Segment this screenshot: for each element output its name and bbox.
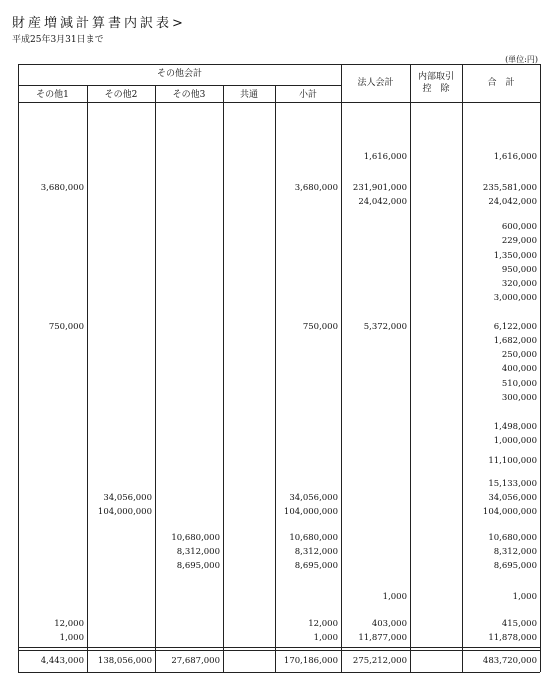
table-cell-c8: 8,312,000: [493, 547, 537, 557]
table-cell-c8: 10,680,000: [488, 533, 537, 543]
table-cell-c8: 11,878,000: [488, 633, 537, 643]
table-cell-c6: 5,372,000: [363, 322, 407, 332]
row-rule: [18, 64, 540, 65]
table-cell-c8: 3,000,000: [493, 293, 537, 303]
table-cell-c8: 11,100,000: [488, 456, 537, 466]
table-cell-c8: 1,616,000: [493, 152, 537, 162]
table-cell-c8: 104,000,000: [482, 507, 537, 517]
table-cell-c5: 3,680,000: [294, 183, 338, 193]
document-subtitle: 平成25年3月31日まで: [12, 35, 104, 45]
table-cell-c6: 403,000: [371, 619, 407, 629]
table-cell-c8: 235,581,000: [482, 183, 537, 193]
table-cell-c8: 1,682,000: [493, 336, 537, 346]
table-cell-c5: 104,000,000: [283, 507, 338, 517]
header-other-2: その他2: [104, 90, 138, 100]
table-cell-c3: 8,312,000: [176, 547, 220, 557]
total-cell-c3: 27,687,000: [171, 656, 220, 666]
row-rule: [18, 102, 540, 103]
table-cell-c6: 24,042,000: [358, 197, 407, 207]
column-rule: [155, 85, 156, 672]
table-cell-c8: 34,056,000: [488, 493, 537, 503]
header-other-accounts: その他会計: [156, 69, 202, 79]
table-cell-c1: 3,680,000: [40, 183, 84, 193]
document-title: [12, 12, 186, 31]
table-cell-c8: 1,000: [512, 592, 537, 602]
table-cell-c5: 12,000: [308, 619, 338, 629]
column-rule: [410, 64, 411, 672]
total-cell-c2: 138,056,000: [97, 656, 152, 666]
total-cell-c8: 483,720,000: [482, 656, 537, 666]
header-total: 合 計: [487, 78, 515, 88]
table-cell-c8: 300,000: [501, 393, 537, 403]
header-internal-1: 内部取引: [417, 72, 454, 82]
table-cell-c2: 104,000,000: [97, 507, 152, 517]
table-cell-c1: 750,000: [48, 322, 84, 332]
table-cell-c8: 415,000: [501, 619, 537, 629]
column-rule: [87, 85, 88, 672]
title-mark: >: [172, 16, 186, 31]
table-cell-c8: 1,498,000: [493, 422, 537, 432]
table-cell-c8: 950,000: [501, 265, 537, 275]
table-cell-c8: 600,000: [501, 222, 537, 232]
header-other-1: その他1: [36, 90, 69, 100]
table-cell-c5: 34,056,000: [289, 493, 338, 503]
title-text: 財産増減計算書内訳表: [12, 16, 173, 31]
table-cell-c5: 8,695,000: [294, 561, 338, 571]
table-cell-c8: 6,122,000: [493, 322, 537, 332]
table-cell-c8: 8,695,000: [493, 561, 537, 571]
row-rule: [18, 672, 540, 673]
table-cell-c1: 1,000: [59, 633, 84, 643]
table-cell-c6: 1,616,000: [363, 152, 407, 162]
column-rule: [540, 64, 541, 672]
breakdown-table: [18, 64, 540, 672]
table-cell-c6: 1,000: [382, 592, 407, 602]
table-cell-c1: 12,000: [54, 619, 84, 629]
total-cell-c1: 4,443,000: [40, 656, 84, 666]
column-rule: [223, 85, 224, 672]
table-cell-c3: 8,695,000: [176, 561, 220, 571]
table-cell-c8: 24,042,000: [488, 197, 537, 207]
column-rule: [275, 85, 276, 672]
header-common: 共通: [239, 90, 258, 100]
table-cell-c8: 15,133,000: [488, 479, 537, 489]
total-cell-c6: 275,212,000: [352, 656, 407, 666]
table-cell-c8: 1,350,000: [493, 251, 537, 261]
header-other-3: その他3: [172, 90, 206, 100]
table-cell-c3: 10,680,000: [171, 533, 220, 543]
table-cell-c8: 510,000: [501, 379, 537, 389]
table-cell-c6: 11,877,000: [358, 633, 407, 643]
table-cell-c8: 320,000: [501, 279, 537, 289]
table-cell-c5: 1,000: [313, 633, 338, 643]
header-internal-2: 控 除: [422, 84, 450, 94]
row-rule: [18, 650, 540, 651]
table-cell-c2: 34,056,000: [103, 493, 152, 503]
row-rule: [18, 85, 341, 86]
table-cell-c8: 229,000: [501, 236, 537, 246]
header-subtotal: 小計: [298, 90, 317, 100]
header-corporate: 法人会計: [357, 78, 394, 88]
table-cell-c6: 231,901,000: [352, 183, 407, 193]
unit-label: (単位:円): [505, 55, 538, 64]
column-rule: [18, 64, 19, 672]
table-cell-c5: 10,680,000: [289, 533, 338, 543]
total-cell-c5: 170,186,000: [283, 656, 338, 666]
table-cell-c8: 250,000: [501, 350, 537, 360]
table-cell-c5: 8,312,000: [294, 547, 338, 557]
table-cell-c8: 400,000: [501, 364, 537, 374]
row-rule: [18, 647, 540, 648]
table-cell-c8: 1,000,000: [493, 436, 537, 446]
table-cell-c5: 750,000: [302, 322, 338, 332]
